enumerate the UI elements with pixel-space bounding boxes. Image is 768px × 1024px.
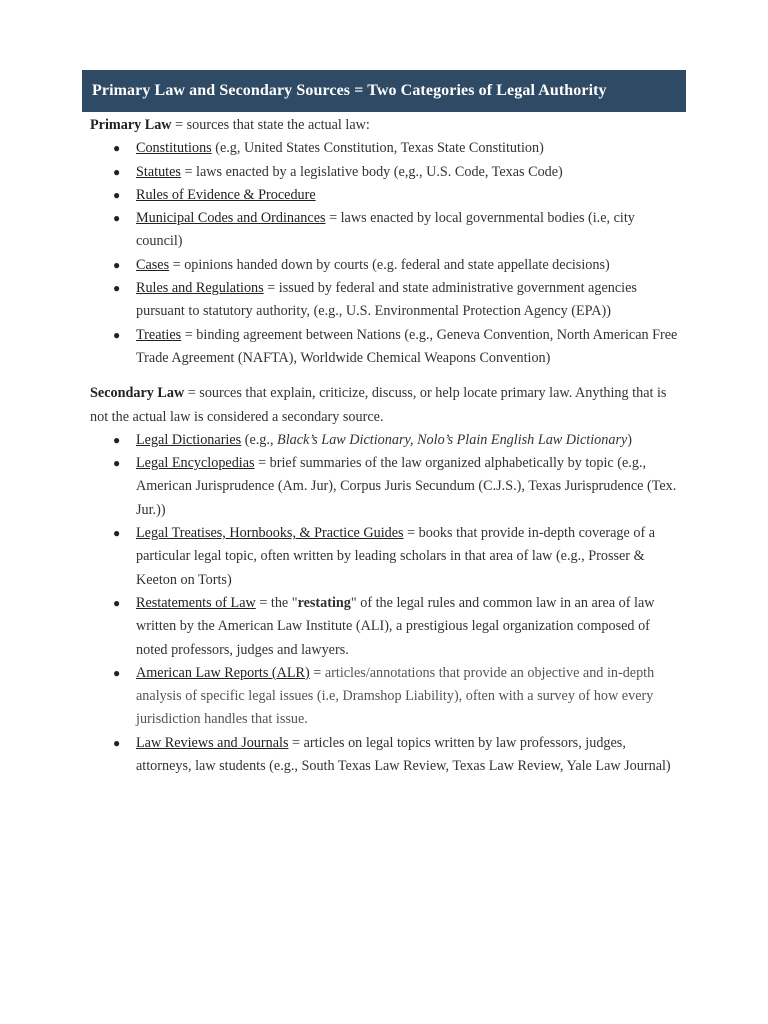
primary-law-heading: Primary Law	[90, 117, 172, 133]
list-item-text: (e.g, United States Constitution, Texas State Constitution)	[211, 140, 544, 157]
list-item	[113, 429, 686, 452]
bullet-icon: ●	[113, 432, 121, 447]
list-item	[113, 277, 686, 324]
list-item-term: Legal Encyclopedias	[136, 455, 255, 472]
list-item-bold-text: restating	[297, 594, 351, 611]
list-item	[113, 662, 686, 732]
bullet-icon: ●	[113, 665, 121, 680]
list-item-term: Law Reviews and Journals	[136, 734, 289, 751]
list-item-text: = laws enacted by a legislative body (e,g., U.S. Code, Texas Code)	[180, 163, 563, 180]
secondary-law-heading: Secondary Law	[90, 385, 185, 402]
bullet-icon: ●	[113, 257, 121, 272]
list-item-text: (e.g.,	[241, 431, 278, 448]
document-page	[82, 70, 686, 778]
list-item-gray-text: articles/annotations that provide an objective and in-depth analysis of specific legal issues (i.e, Dramshop Liability), often with a survey of how every jurisdiction handles that issue.	[136, 664, 655, 728]
list-item	[113, 161, 686, 184]
secondary-law-list	[82, 429, 686, 778]
bullet-icon: ●	[113, 141, 121, 156]
list-item-term: Legal Treatises, Hornbooks, & Practice Guides	[136, 525, 404, 542]
primary-law-list	[82, 137, 686, 370]
list-item-text: " of the legal rules and common law in an area of law written by the American Law Institute (ALI), a prestigious legal organization composed of noted professors, judges and lawyers.	[136, 594, 655, 658]
list-item	[113, 207, 686, 254]
secondary-law-intro	[82, 382, 686, 429]
bullet-icon: ●	[113, 595, 121, 610]
primary-law-intro	[82, 114, 686, 137]
bullet-icon: ●	[113, 187, 121, 202]
list-item-text: = binding agreement between Nations (e.g., Geneva Convention, North American Free Trade Agreement (NAFTA), Worldwide Chemical Weapons Convention)	[136, 326, 678, 366]
list-item-text: = articles on legal topics written by law professors, judges, attorneys, law students (e.g., South Texas Law Review, Texas Law Review, Yale Law Journal)	[136, 734, 671, 775]
list-item	[113, 452, 686, 522]
list-item-text: = the "	[255, 594, 298, 611]
list-item-term: Municipal Codes and Ordinances	[136, 210, 326, 227]
list-item-text: = issued by federal and state administrative government agencies pursuant to statutory authority, (e.g., U.S. Environmental Protection Agency (EPA))	[136, 280, 637, 320]
list-item-term: American Law Reports (ALR)	[136, 664, 310, 681]
secondary-law-intro-text: = sources that explain, criticize, discuss, or help locate primary law. Anything that is not the actual law is considered a secondary source.	[90, 385, 667, 425]
primary-law-intro-text: = sources that state the actual law:	[171, 117, 370, 133]
bullet-icon: ●	[113, 327, 121, 342]
list-item-text: = brief summaries of the law organized alphabetically by topic (e.g., American Jurisprudence (Am. Jur), Corpus Juris Secundum (C.J.S.), Texas Jurisprudence (Tex. Jur.))	[136, 455, 677, 518]
list-item-term: Treaties	[136, 326, 182, 343]
list-item-term: Statutes	[136, 163, 181, 180]
list-item-term: Cases	[136, 256, 170, 273]
bullet-icon: ●	[113, 281, 121, 296]
list-item-term: Rules of Evidence & Procedure	[136, 186, 316, 203]
list-item	[113, 254, 686, 277]
list-item	[113, 592, 686, 662]
bullet-icon: ●	[113, 211, 121, 226]
list-item	[113, 732, 686, 779]
list-item-text: )	[627, 431, 633, 448]
list-item	[113, 522, 686, 592]
list-item	[113, 324, 686, 371]
list-item-text: =	[309, 664, 325, 681]
list-item-italic-text: Black’s Law Dictionary, Nolo’s Plain English Law Dictionary	[277, 431, 628, 448]
bullet-icon: ●	[113, 456, 121, 471]
bullet-icon: ●	[113, 735, 121, 750]
page-title: Primary Law and Secondary Sources = Two Categories of Legal Authority	[82, 70, 686, 112]
list-item-text: = laws enacted by local governmental bodies (i.e, city council)	[136, 210, 635, 250]
list-item-term: Restatements of Law	[136, 594, 256, 611]
list-item-term: Constitutions	[136, 140, 212, 157]
list-item-term: Rules and Regulations	[136, 280, 264, 297]
bullet-icon: ●	[113, 526, 121, 541]
list-item-text: = opinions handed down by courts (e.g. federal and state appellate decisions)	[169, 256, 610, 273]
list-item-term: Legal Dictionaries	[136, 431, 242, 448]
list-item	[113, 184, 686, 207]
bullet-icon: ●	[113, 164, 121, 179]
list-item	[113, 137, 686, 160]
list-item-text: = books that provide in-depth coverage of a particular legal topic, often written by leading scholars in that area of law (e.g., Prosser & Keeton on Torts)	[136, 525, 656, 588]
